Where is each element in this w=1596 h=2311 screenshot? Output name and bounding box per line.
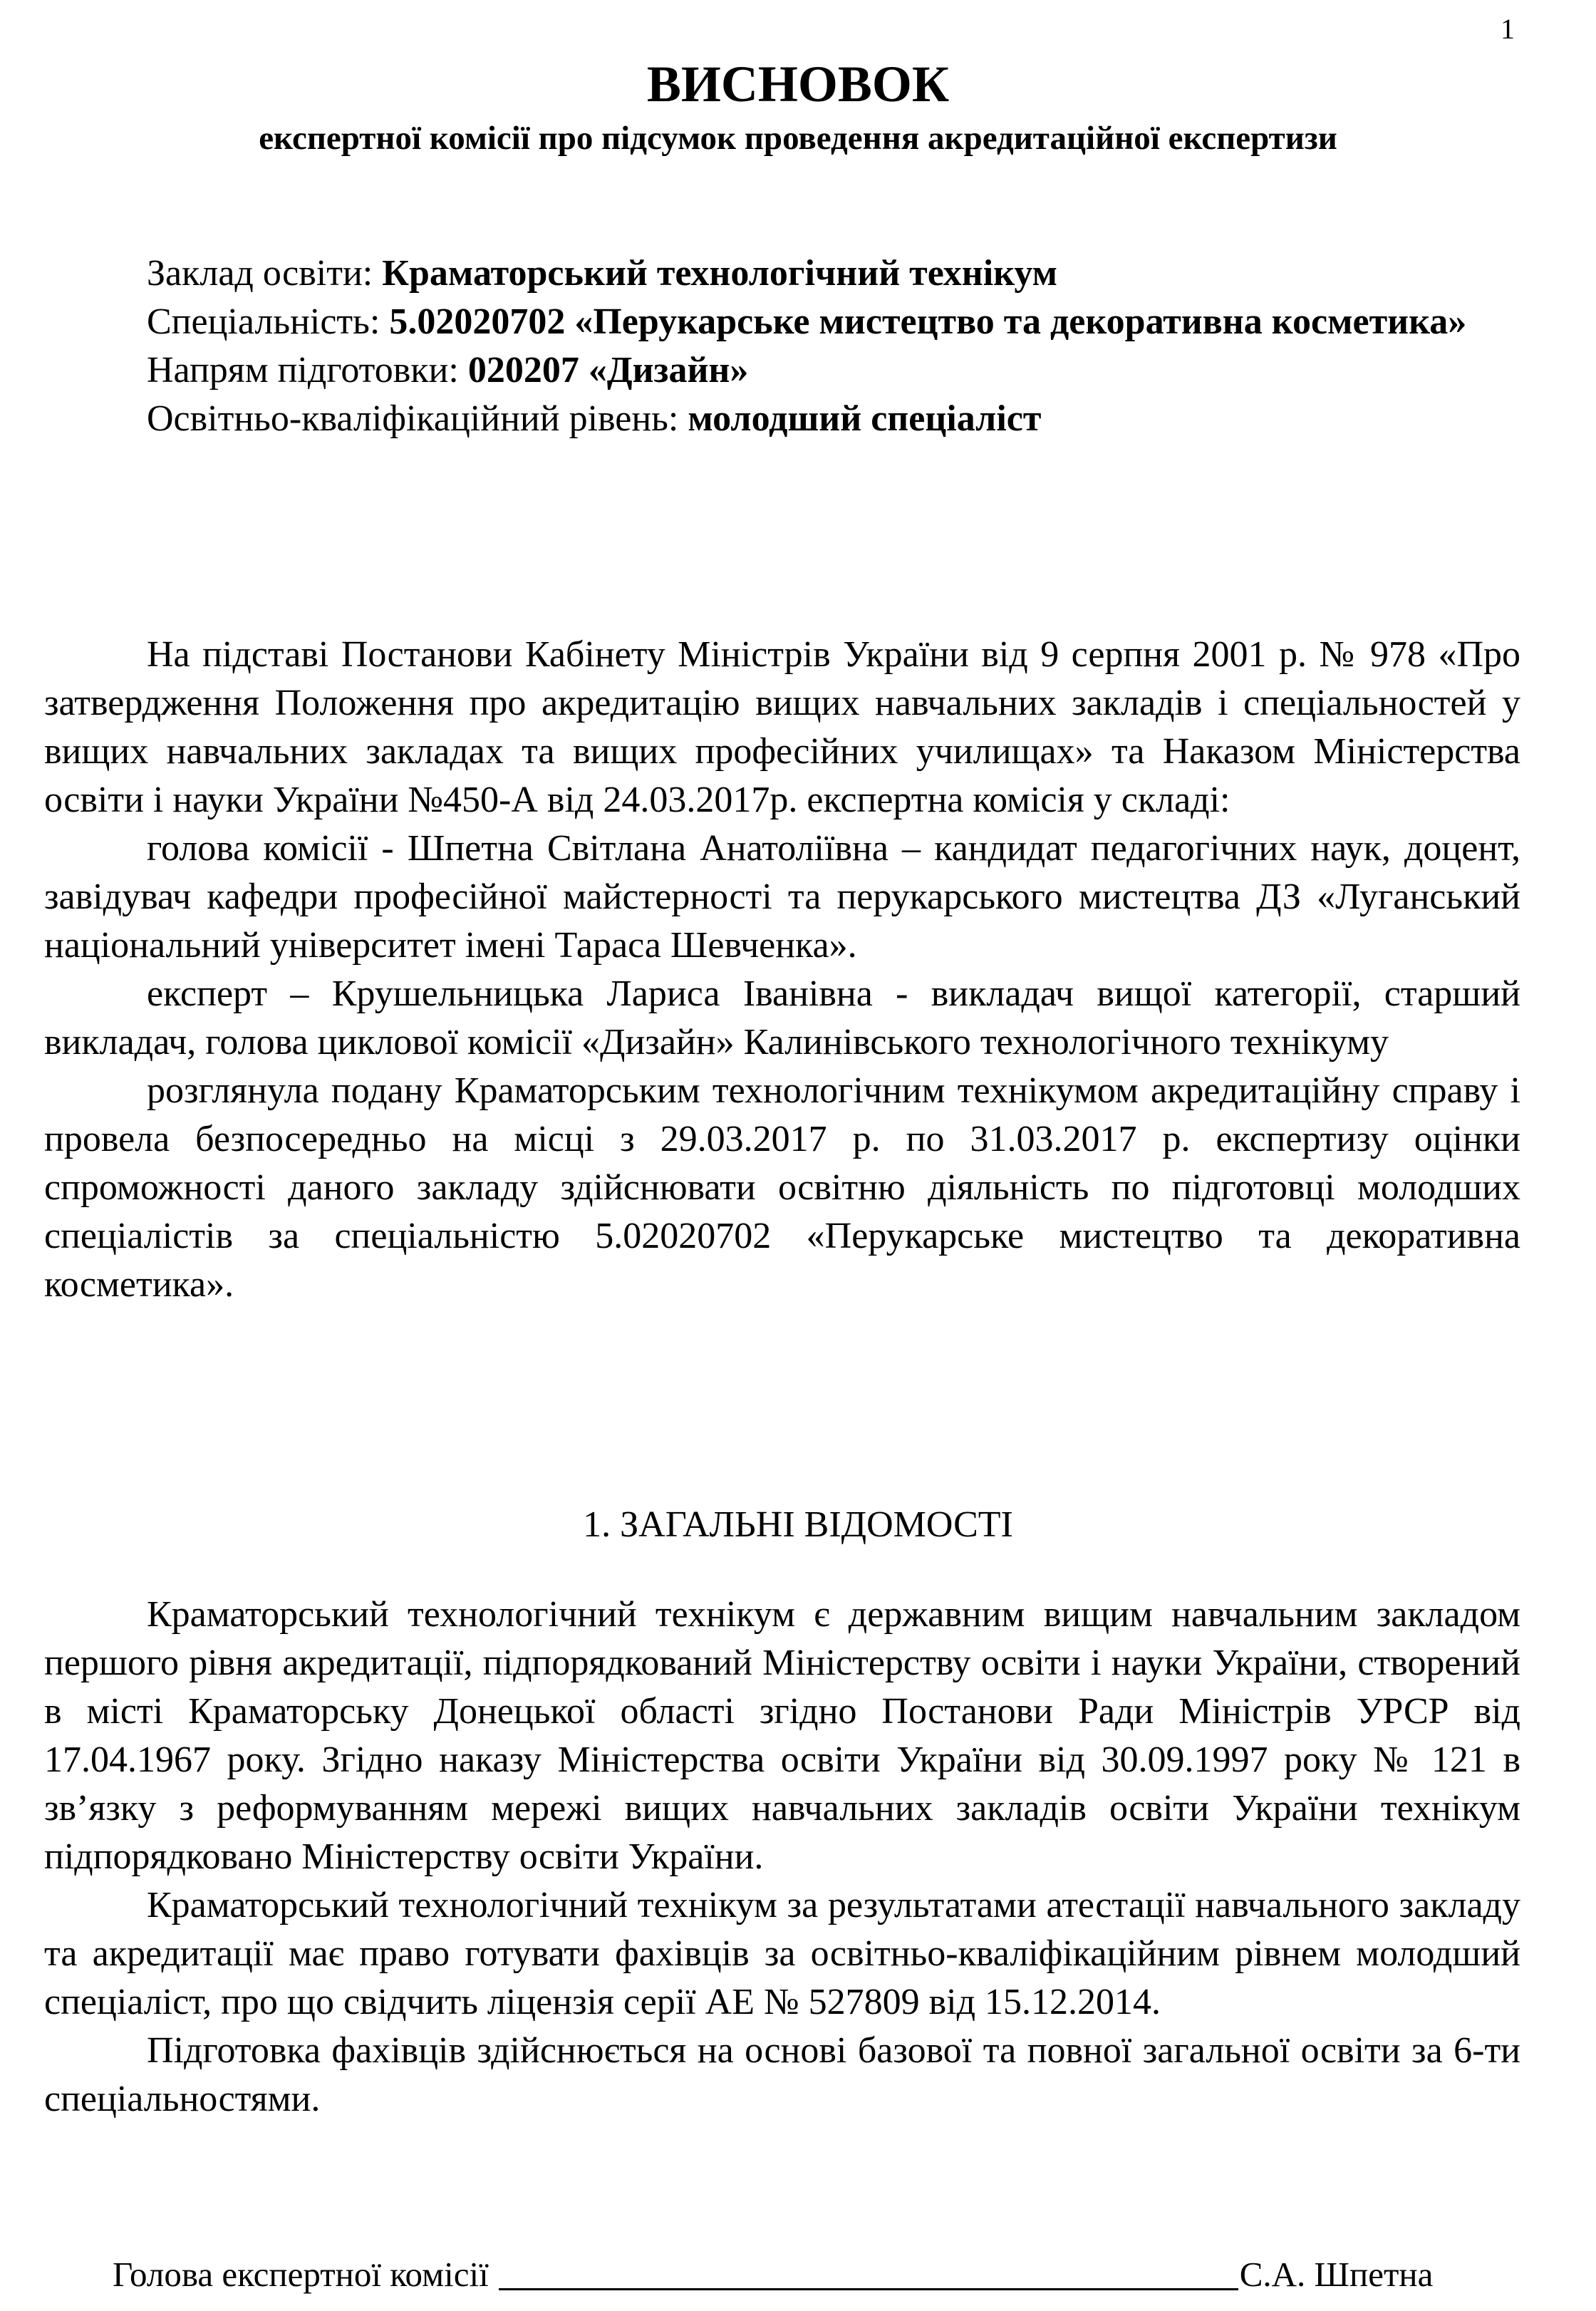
page-number: 1 [1501,13,1515,45]
specialty-value: 5.02020702 «Перукарське мистецтво та декоративна косметика» [389,301,1467,342]
direction-label: Напрям підготовки: [147,350,468,391]
signature-label: Голова експертної комісії [113,2255,489,2294]
preamble-paragraph-expert: експерт – Крушельницька Лариса Іванівна - викладач вищої категорії, старший викладач, голова циклової комісії «Дизайн» Калинівського технологічного технікуму [44,973,1520,1063]
institution-info-block [44,249,1520,443]
document-subtitle: експертної комісії про підсумок проведення акредитаційної експертизи [259,120,1337,157]
preamble-paragraph-chair: голова комісії - Шпетна Світлана Анатоліївна – кандидат педагогічних наук, доцент, завідувач кафедри професійної майстерності та перукарського мистецтва ДЗ «Луганський національний університет імені Тараса Шевченка». [44,828,1520,966]
section-paragraph-license: Краматорський технологічний технікум за результатами атестації навчального закладу та акредитації має право готувати фахівців за освітньо-кваліфікаційним рівнем молодший спеціаліст, про що свідчить ліцензія серії АЕ № 527809 від 15.12.2014. [44,1885,1520,2022]
section-paragraph-history: Краматорський технологічний технікум є державним вищим навчальним закладом першого рівня акредитації, підпорядкований Міністерству освіти і науки України, створений в місті Краматорську Донецької області згідно Постанови Ради Міністрів УРСР від 17.04.1967 року. Згідно наказу Міністерства освіти України від 30.09.1997 року № 121 в зв’язку з реформуванням мережі вищих навчальних закладів освіти України технікум підпорядковано Міністерству освіти України. [44,1594,1520,1877]
preamble-block [44,631,1520,1309]
section-heading: 1. ЗАГАЛЬНІ ВІДОМОСТІ [583,1504,1013,1545]
specialty-line [44,298,1520,346]
institution-value: Краматорський технологічний технікум [382,253,1058,294]
document-title: ВИСНОВОК [646,56,950,113]
qualification-level-label: Освітньо-кваліфікаційний рівень: [147,398,688,439]
section-paragraph-training: Підготовка фахівців здійснюється на основі базової та повної загальної освіти за 6-ти спеціальностями. [44,2030,1520,2119]
preamble-paragraph-review: розглянула подану Краматорським технологічним технікумом акредитаційну справу і провела безпосередньо на місці з 29.03.2017 р. по 31.03.2017 р. експертизу оцінки спроможності даного закладу здійснювати освітню діяльність по підготовці молодших спеціалістів за спеціальністю 5.02020702 «Перукарське мистецтво та декоративна косметика». [44,1070,1520,1305]
signature-line [499,2288,1238,2290]
preamble-paragraph-basis: На підставі Постанови Кабінету Міністрів України від 9 серпня 2001 р. № 978 «Про затвердження Положення про акредитацію вищих навчальних закладів і спеціальностей у вищих навчальних закладах та вищих професійних училищах» та Наказом Міністерства освіти і науки України №450-А від 24.03.2017р. експертна комісія у складі: [44,634,1520,820]
specialty-label: Спеціальність: [147,301,390,342]
signatory-name: С.А. Шпетна [1239,2255,1434,2294]
institution-line [44,249,1520,298]
institution-label: Заклад освіти: [147,253,383,294]
direction-value: 020207 «Дизайн» [467,350,749,391]
section-body [44,1591,1520,2124]
direction-line [44,346,1520,395]
qualification-level-value: молодший спеціаліст [688,398,1042,439]
qualification-level-line [44,395,1520,443]
signature-footer [113,2250,1523,2299]
